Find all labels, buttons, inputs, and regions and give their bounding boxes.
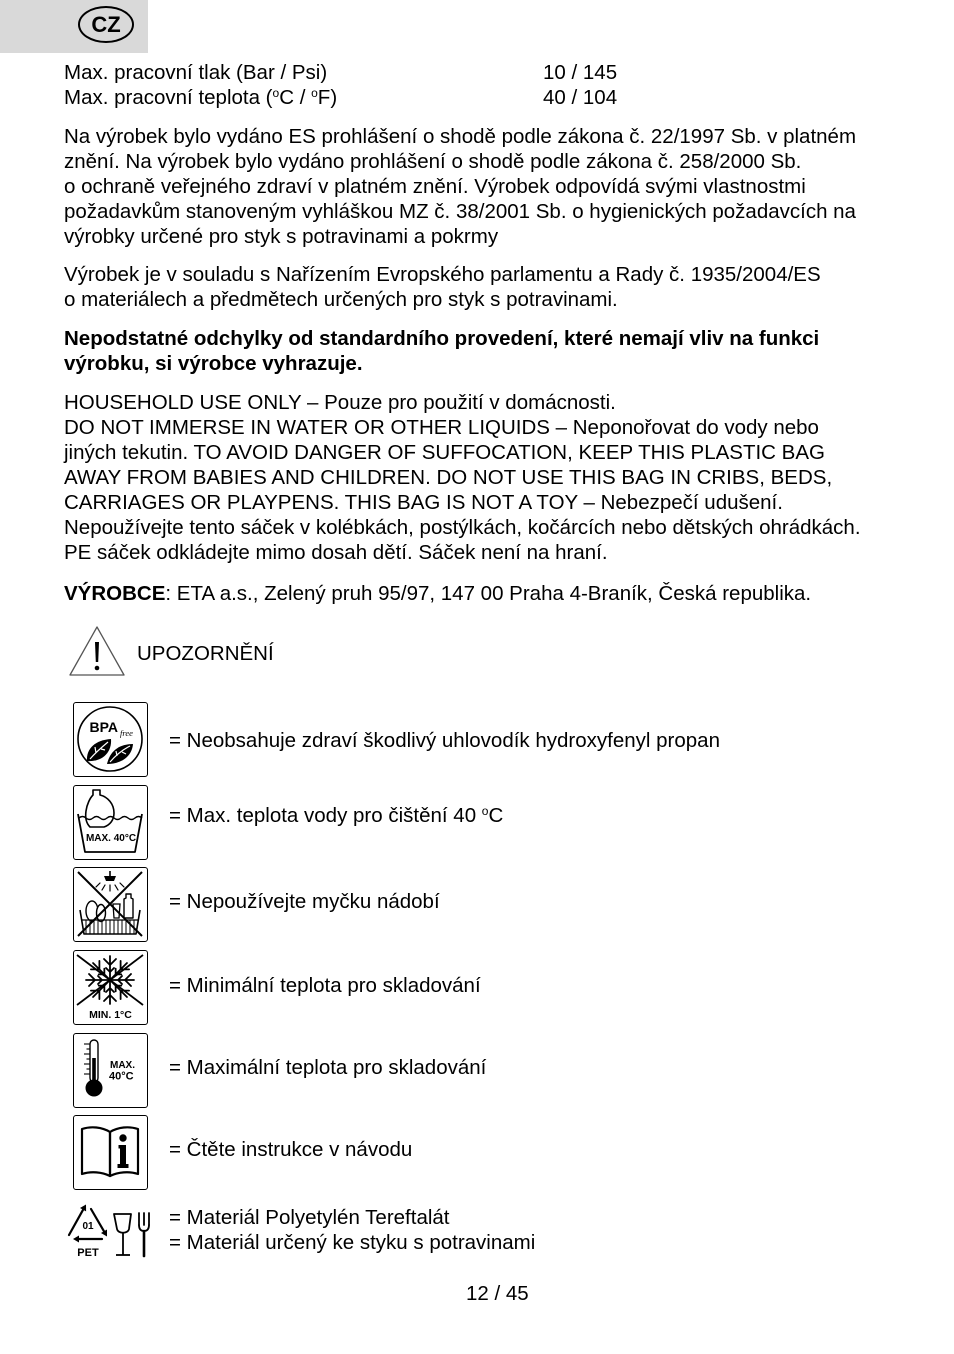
no-dishwasher-icon — [73, 867, 148, 942]
deviations-paragraph — [64, 326, 819, 376]
warning-heading: UPOZORNĚNÍ — [137, 642, 274, 665]
max-storage-description: = Maximální teplota pro skladování — [169, 1056, 487, 1079]
text-line: DO NOT IMMERSE IN WATER OR OTHER LIQUIDS – Neponořovat do vody nebo — [64, 416, 819, 439]
text-line: = Materiál určený ke styku s potravinami — [169, 1231, 536, 1254]
degree-mark: o — [272, 86, 280, 100]
no-dishwasher-description: = Nepoužívejte myčku nádobí — [169, 890, 440, 913]
read-instructions-icon — [73, 1115, 148, 1190]
text-line: AWAY FROM BABIES AND CHILDREN. DO NOT USE THIS BAG IN CRIBS, BEDS, — [64, 466, 833, 489]
min-storage-temperature-icon — [73, 950, 148, 1025]
text-line: Nepodstatné odchylky od standardního provedení, které nemají vliv na funkci — [64, 327, 820, 350]
hand-wash-max-temp-icon — [73, 785, 148, 860]
page-number: 12 / 45 — [466, 1282, 529, 1305]
text-line: výrobku, si výrobce vyhrazuje. — [64, 352, 363, 375]
text-line: Výrobek je v souladu s Nařízením Evropského parlamentu a Rady č. 1935/2004/ES — [64, 263, 821, 286]
glass-fork-icon — [112, 1210, 154, 1258]
recycle-pet-icon — [64, 1198, 112, 1260]
degree-mark: o — [481, 804, 489, 818]
max-storage-temperature-icon — [73, 1033, 148, 1108]
degree-mark: o — [311, 86, 318, 100]
text-line: = Materiál Polyetylén Tereftalát — [169, 1206, 450, 1229]
spec-pressure-label: Max. pracovní tlak (Bar / Psi) — [64, 61, 328, 84]
text-line: Na výrobek bylo vydáno ES prohlášení o shodě podle zákona č. 22/1997 Sb. v platném — [64, 125, 857, 148]
warning-triangle-icon — [68, 625, 127, 678]
text-line: PE sáček odkládejte mimo dosah dětí. Sáček není na hraní. — [64, 541, 608, 564]
text-line: o ochraně veřejného zdraví v platném znění. Výrobek odpovídá svými vlastnostmi — [64, 175, 806, 198]
warnings-paragraph — [64, 390, 861, 565]
hand-wash-description: = Max. teplota vody pro čištění 40 $^o$C — [169, 804, 504, 827]
max-label: MAX. — [110, 1060, 135, 1071]
text-line: jiných tekutin. TO AVOID DANGER OF SUFFOCATION, KEEP THIS PLASTIC BAG — [64, 441, 825, 464]
text-line: výrobky určené pro styk s potravinami a pokrmy — [64, 225, 499, 248]
free-label: free — [120, 728, 133, 738]
spec-temperature-value: 40 / 104 — [543, 86, 618, 109]
text-line: požadavkům stanoveným vyhláškou MZ č. 38/2001 Sb. o hygienických požadavcích na — [64, 200, 856, 223]
spec-pressure-value: 10 / 145 — [543, 61, 618, 84]
text-line: znění. Na výrobek bylo vydáno prohlášení o shodě podle zákona č. 258/2000 Sb. — [64, 150, 802, 173]
text-line: o materiálech a předmětech určených pro styk s potravinami. — [64, 288, 618, 311]
regulation-paragraph — [64, 262, 821, 312]
max-temp-value: 40°C — [109, 1070, 134, 1083]
language-badge: CZ — [78, 6, 134, 43]
manufacturer-address: : ETA a.s., Zelený pruh 95/97, 147 00 Praha 4-Braník, Česká republika. — [165, 582, 812, 605]
bpa-free-icon — [73, 702, 148, 777]
read-instructions-description: = Čtěte instrukce v návodu — [169, 1138, 413, 1161]
text-line: CARRIAGES OR PLAYPENS. THIS BAG IS NOT A TOY – Nebezpečí udušení. — [64, 491, 783, 514]
min-storage-description: = Minimální teplota pro skladování — [169, 974, 481, 997]
spec-temperature-label: Max. pracovní teplota ($^o$C / $^o$F) — [64, 86, 338, 109]
conformity-paragraph — [64, 124, 856, 249]
bpa-free-description: = Neobsahuje zdraví škodlivý uhlovodík hydroxyfenyl propan — [169, 729, 720, 752]
material-description — [169, 1205, 535, 1255]
text-line: HOUSEHOLD USE ONLY – Pouze pro použití v domácnosti. — [64, 391, 616, 414]
bpa-label: BPA — [89, 719, 119, 735]
text-line: Nepoužívejte tento sáček v kolébkách, postýlkách, kočárcích nebo dětských ohrádkách. — [64, 516, 861, 539]
manufacturer-label: VÝROBCE — [64, 582, 166, 605]
recycle-code: 01 — [82, 1221, 94, 1232]
max-temp-label: MAX. 40°C — [85, 833, 137, 844]
min-temp-label: MIN. 1°C — [89, 1009, 132, 1021]
recycle-material: PET — [77, 1247, 99, 1259]
manufacturer-line — [64, 581, 811, 606]
